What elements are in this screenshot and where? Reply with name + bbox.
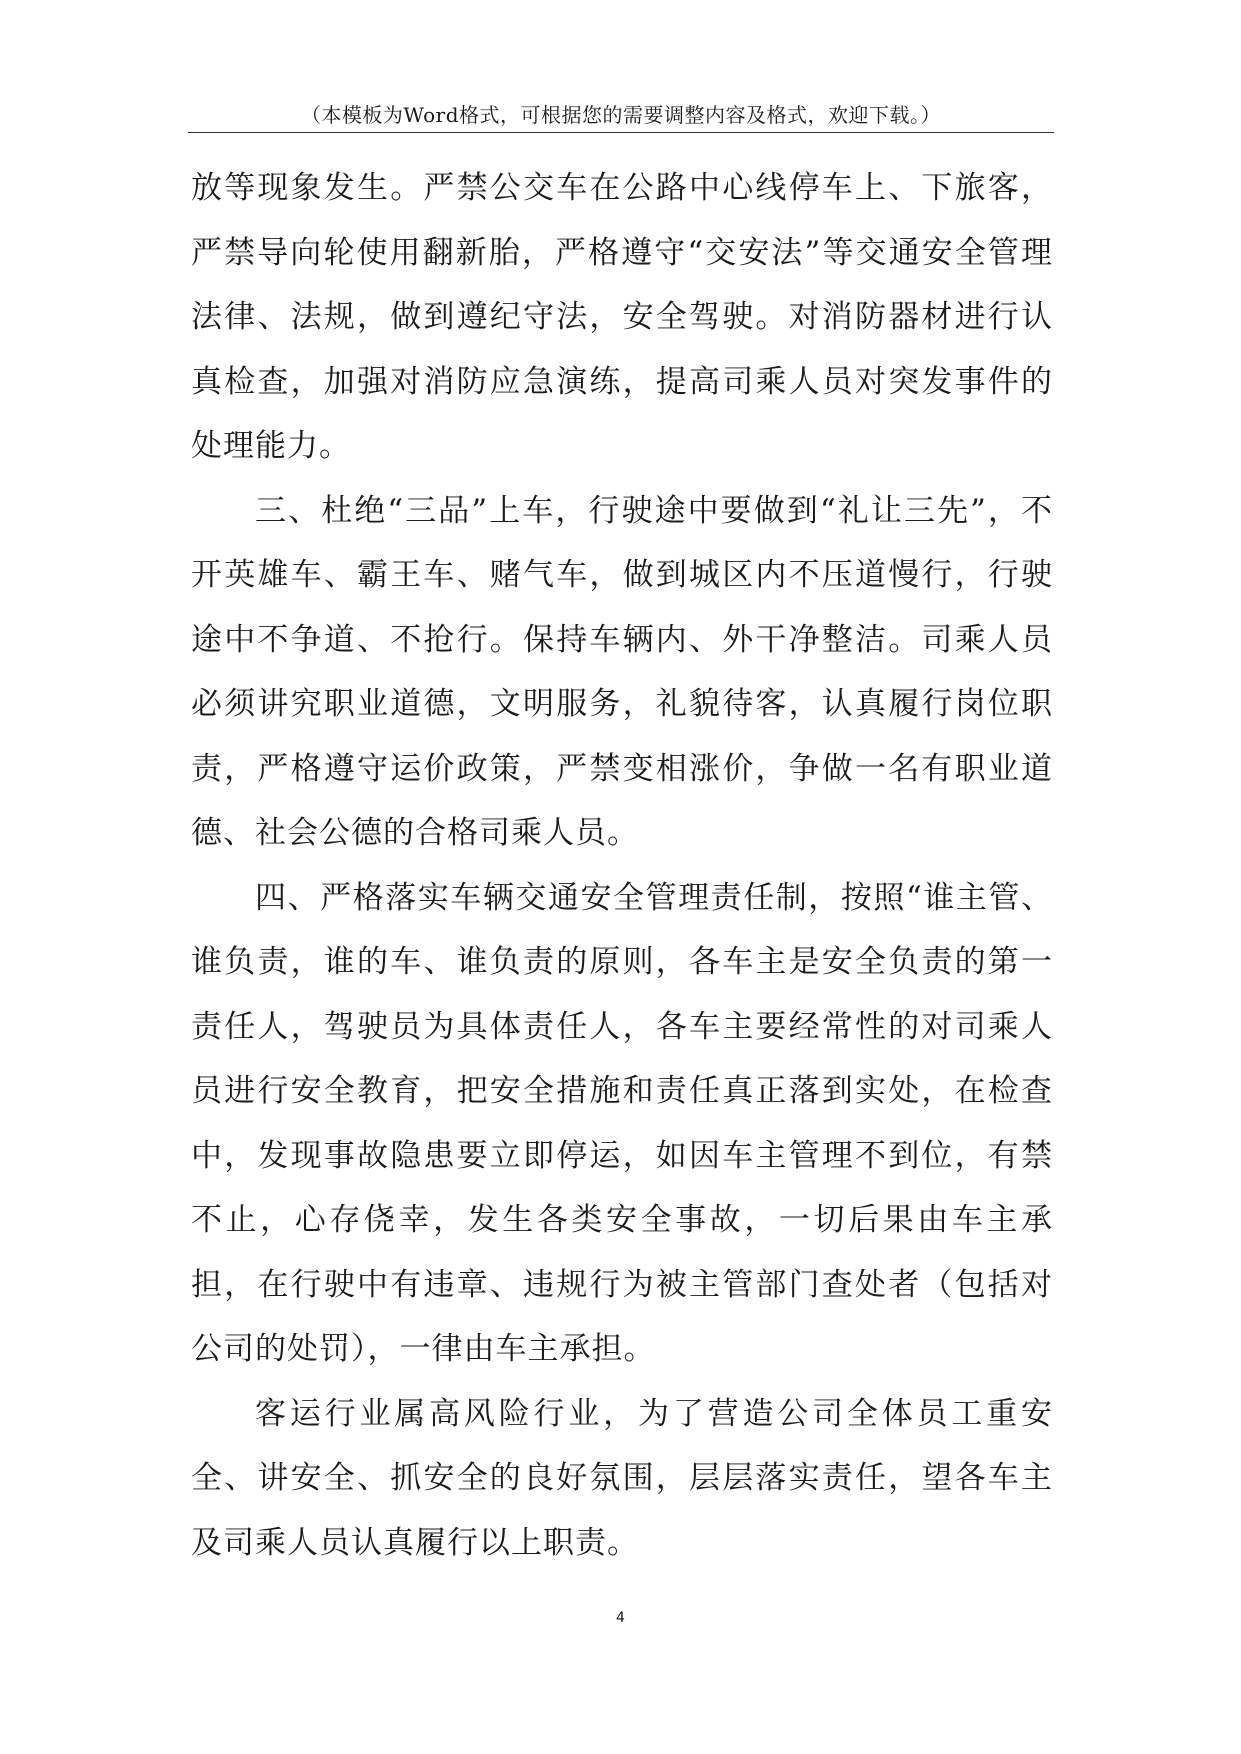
header-divider bbox=[188, 132, 1054, 133]
paragraph-section-four: 四、严格落实车辆交通安全管理责任制，按照“谁主管、谁负责，谁的车、谁负责的原则，各车主是安全负责的第一责任人，驾驶员为具体责任人，各车主要经常性的对司乘人员进行安全教育，把安全措施和责任真正落到实处，在检查中，发现事故隐患要立即停运，如因车主管理不到位，有禁不止，心存侥幸，发生各类安全事故，一切后果由车主承担，在行驶中有违章、违规行为被主管部门查处者（包括对公司的处罚），一律由车主承担。 bbox=[191, 879, 1053, 1367]
page-number: 4 bbox=[616, 1610, 625, 1626]
paragraph-section-three: 三、杜绝“三品”上车，行驶途中要做到“礼让三先”，不开英雄车、霸王车、赌气车，做到城区内不压道慢行，行驶途中不争道、不抢行。保持车辆内、外干净整洁。司乘人员必须讲究职业道德，文明服务，礼貌待客，认真履行岗位职责，严格遵守运价政策，严禁变相涨价，争做一名有职业道德、社会公德的合格司乘人员。 bbox=[191, 492, 1053, 851]
header-note: （本模板为Word格式，可根据您的需要调整内容及格式，欢迎下载。） bbox=[300, 103, 942, 127]
paragraph-continuation: 放等现象发生。严禁公交车在公路中心线停车上、下旅客，严禁导向轮使用翻新胎，严格遵守“交安法”等交通安全管理法律、法规，做到遵纪守法，安全驾驶。对消防器材进行认真检查，加强对消防应急演练，提高司乘人员对突发事件的处理能力。 bbox=[191, 170, 1053, 464]
paragraph-conclusion: 客运行业属高风险行业，为了营造公司全体员工重安全、讲安全、抓安全的良好氛围，层层落实责任，望各车主及司乘人员认真履行以上职责。 bbox=[191, 1395, 1053, 1561]
document-body bbox=[191, 156, 1053, 1575]
